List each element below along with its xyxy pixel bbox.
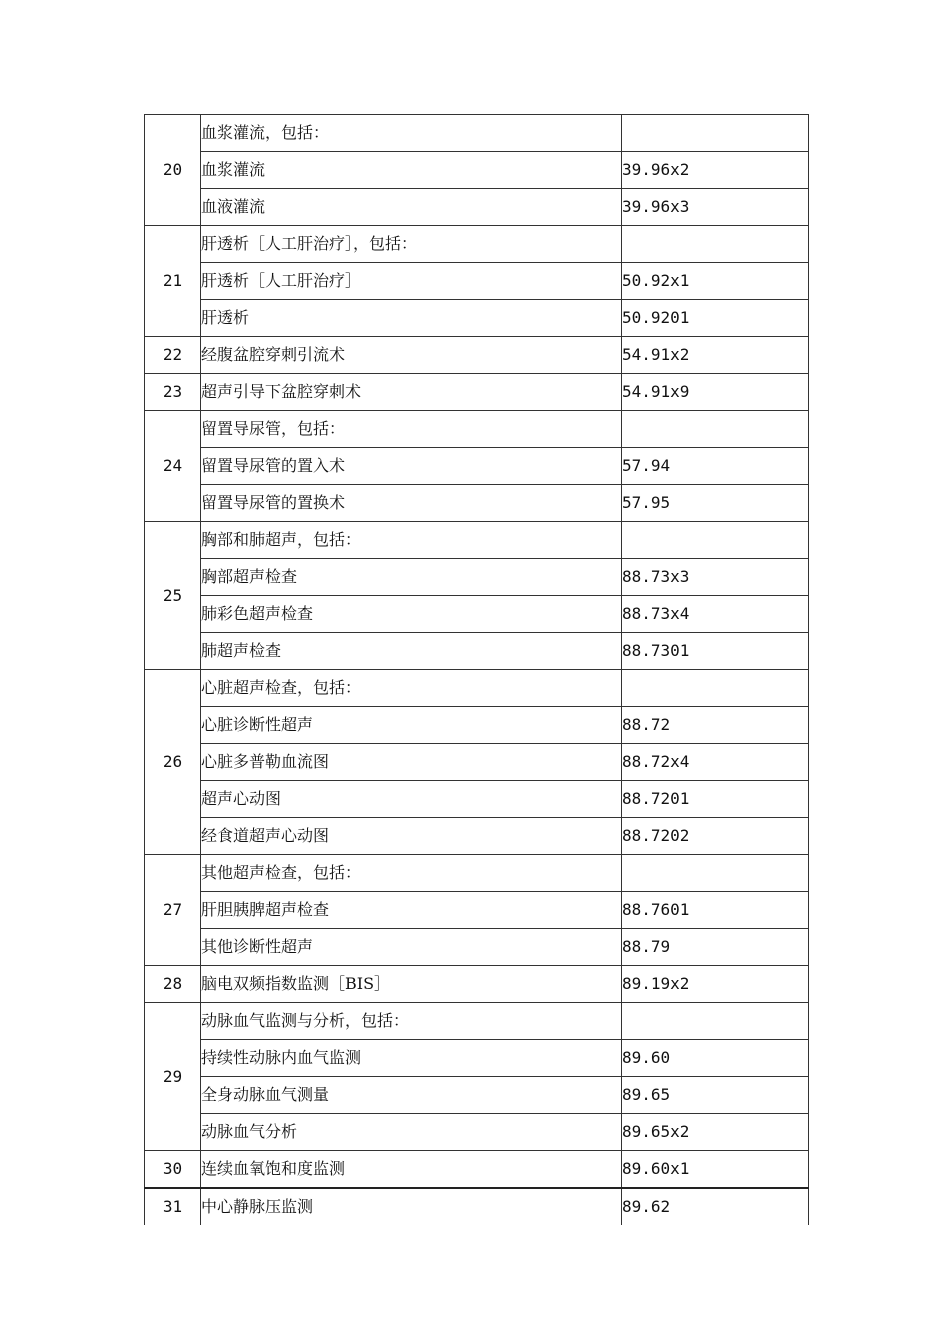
procedure-code: 54.91x9 — [622, 374, 809, 411]
procedure-code — [622, 1003, 809, 1040]
procedure-name: 经食道超声心动图 — [201, 818, 622, 855]
table-row — [145, 189, 809, 226]
table-row — [145, 263, 809, 300]
procedure-name: 心脏多普勒血流图 — [201, 744, 622, 781]
table-row — [145, 1077, 809, 1114]
table-row — [145, 152, 809, 189]
procedure-name: 胸部和肺超声，包括： — [201, 522, 622, 559]
procedure-code — [622, 855, 809, 892]
procedure-code: 57.94 — [622, 448, 809, 485]
procedure-name: 动脉血气监测与分析，包括： — [201, 1003, 622, 1040]
procedure-code: 54.91x2 — [622, 337, 809, 374]
item-number: 26 — [145, 670, 201, 855]
procedure-code: 88.7601 — [622, 892, 809, 929]
procedure-code: 39.96x2 — [622, 152, 809, 189]
procedure-code: 88.79 — [622, 929, 809, 966]
procedure-code: 50.9201 — [622, 300, 809, 337]
table-row — [145, 411, 809, 448]
procedure-name: 留置导尿管的置入术 — [201, 448, 622, 485]
item-number: 31 — [145, 1188, 201, 1225]
procedure-code: 89.65 — [622, 1077, 809, 1114]
procedure-code — [622, 411, 809, 448]
procedure-code: 88.7201 — [622, 781, 809, 818]
procedure-table — [144, 114, 809, 1225]
item-number: 20 — [145, 115, 201, 226]
procedure-code: 88.72x4 — [622, 744, 809, 781]
table-row — [145, 1003, 809, 1040]
procedure-name: 连续血氧饱和度监测 — [201, 1151, 622, 1189]
procedure-name: 超声心动图 — [201, 781, 622, 818]
procedure-code — [622, 522, 809, 559]
table-row — [145, 1188, 809, 1225]
procedure-code: 88.72 — [622, 707, 809, 744]
table-row — [145, 559, 809, 596]
procedure-name: 肝透析［人工肝治疗］，包括： — [201, 226, 622, 263]
table-row — [145, 1114, 809, 1151]
procedure-code: 89.65x2 — [622, 1114, 809, 1151]
procedure-name: 中心静脉压监测 — [201, 1188, 622, 1225]
procedure-code: 89.62 — [622, 1188, 809, 1225]
procedure-name: 血浆灌流，包括： — [201, 115, 622, 152]
procedure-code: 50.92x1 — [622, 263, 809, 300]
procedure-name: 肝透析 — [201, 300, 622, 337]
procedure-name: 经腹盆腔穿刺引流术 — [201, 337, 622, 374]
procedure-code: 57.95 — [622, 485, 809, 522]
table-row — [145, 781, 809, 818]
item-number: 23 — [145, 374, 201, 411]
item-number: 28 — [145, 966, 201, 1003]
procedure-code: 89.60 — [622, 1040, 809, 1077]
table-row — [145, 855, 809, 892]
procedure-name: 留置导尿管，包括： — [201, 411, 622, 448]
procedure-code: 88.73x3 — [622, 559, 809, 596]
table-row — [145, 707, 809, 744]
table-row — [145, 337, 809, 374]
table-row — [145, 374, 809, 411]
table-row — [145, 300, 809, 337]
procedure-name: 动脉血气分析 — [201, 1114, 622, 1151]
procedure-name: 超声引导下盆腔穿刺术 — [201, 374, 622, 411]
table-row — [145, 226, 809, 263]
table-row — [145, 818, 809, 855]
item-number: 29 — [145, 1003, 201, 1151]
table-row — [145, 115, 809, 152]
table-row — [145, 448, 809, 485]
table-row — [145, 929, 809, 966]
item-number: 30 — [145, 1151, 201, 1189]
item-number: 25 — [145, 522, 201, 670]
table-row — [145, 485, 809, 522]
procedure-name: 其他超声检查，包括： — [201, 855, 622, 892]
procedure-name: 其他诊断性超声 — [201, 929, 622, 966]
table-row — [145, 633, 809, 670]
procedure-name: 心脏超声检查，包括： — [201, 670, 622, 707]
item-number: 24 — [145, 411, 201, 522]
table-row — [145, 892, 809, 929]
procedure-name: 胸部超声检查 — [201, 559, 622, 596]
procedure-name: 持续性动脉内血气监测 — [201, 1040, 622, 1077]
table-row — [145, 1151, 809, 1189]
procedure-name: 脑电双频指数监测［BIS］ — [201, 966, 622, 1003]
procedure-name: 留置导尿管的置换术 — [201, 485, 622, 522]
item-number: 22 — [145, 337, 201, 374]
procedure-code: 39.96x3 — [622, 189, 809, 226]
table-row — [145, 966, 809, 1003]
procedure-table-body — [145, 115, 809, 1226]
procedure-name: 肺彩色超声检查 — [201, 596, 622, 633]
procedure-name: 肝透析［人工肝治疗］ — [201, 263, 622, 300]
procedure-code: 88.7202 — [622, 818, 809, 855]
table-row — [145, 744, 809, 781]
procedure-code — [622, 226, 809, 263]
procedure-name: 血液灌流 — [201, 189, 622, 226]
table-row — [145, 522, 809, 559]
procedure-code: 89.19x2 — [622, 966, 809, 1003]
procedure-code: 88.7301 — [622, 633, 809, 670]
table-row — [145, 670, 809, 707]
item-number: 21 — [145, 226, 201, 337]
procedure-name: 全身动脉血气测量 — [201, 1077, 622, 1114]
table-row — [145, 1040, 809, 1077]
procedure-code: 88.73x4 — [622, 596, 809, 633]
procedure-name: 血浆灌流 — [201, 152, 622, 189]
procedure-name: 心脏诊断性超声 — [201, 707, 622, 744]
table-row — [145, 596, 809, 633]
procedure-name: 肝胆胰脾超声检查 — [201, 892, 622, 929]
procedure-code — [622, 115, 809, 152]
item-number: 27 — [145, 855, 201, 966]
procedure-name: 肺超声检查 — [201, 633, 622, 670]
procedure-code — [622, 670, 809, 707]
procedure-code: 89.60x1 — [622, 1151, 809, 1189]
